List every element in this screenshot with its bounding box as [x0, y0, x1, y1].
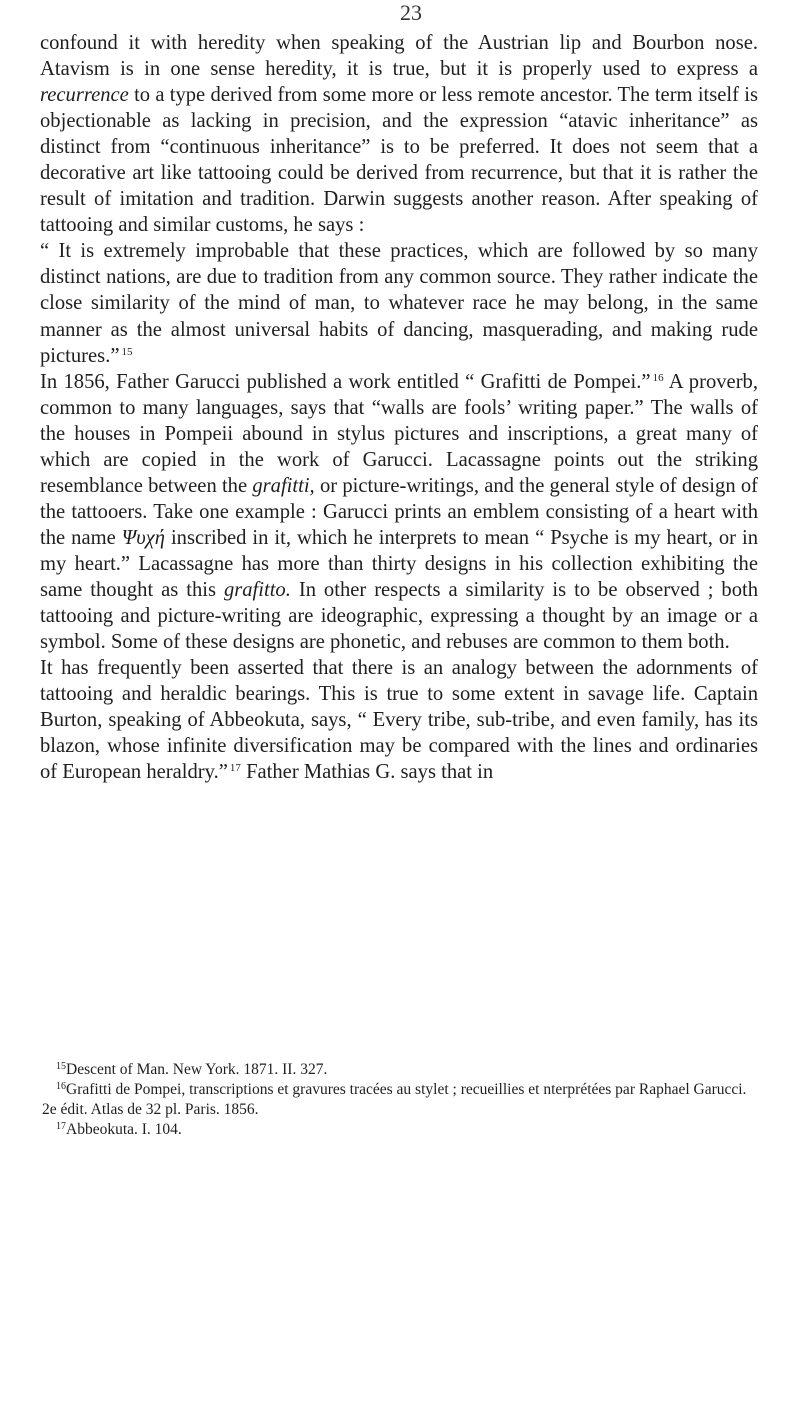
body-text: [40, 30, 758, 785]
text-segment: In 1856, Father Garucci published a work entitled “ Grafitti de Pompei.”: [40, 370, 651, 393]
text-segment: A proverb, common to many languages, says that “walls are fools’ writing paper.” The walls of the houses in Pompeii abound in stylus pictures and inscriptions, a great many of which are copied in the work of Garucci. Lacassagne points out the striking resemblance between the: [40, 370, 759, 497]
text-segment: Father Mathias G. says that in: [240, 761, 494, 784]
text-segment: “ It is extremely improbable that these practices, which are followed by so many distinct nations, are due to tradition from any common source. They rather indicate the close similarity of the mind of man, to whatever race he may belong, in the same manner as the almost universal habits of dancing, masquerading, and making rude pictures.”: [40, 240, 758, 367]
footnote-number: 17: [56, 1121, 66, 1132]
footnote-ref: 17: [229, 762, 241, 775]
text-segment: In other respects a similarity is to be observed ; both tattooing and picture-writing are ideographic, expressing a thought by an image or a symbol. Some of these designs are phonetic, and rebuses are common to them both.: [40, 578, 759, 654]
footnote: [42, 1080, 758, 1120]
footnote-ref: 15: [121, 345, 133, 358]
paragraph: [40, 369, 758, 656]
paragraph: [40, 238, 758, 368]
footnote-number: 16: [56, 1081, 66, 1092]
text-segment: to a type derived from some more or less remote ancestor. The term itself is objectionable as lacking in precision, and the expression “atavic inheritance” as distinct from “continuous inheritance” is to be preferred. It does not seem that a decorative art like tattooing could be derived from recurrence, but that it is rather the result of imitation and tradition. Darwin suggests another reason. After speaking of tattooing and similar customs, he says :: [40, 84, 758, 237]
italic-text: grafitto.: [223, 578, 291, 601]
text-segment: inscribed in it, which he interprets to mean “ Psyche is my heart, or in my heart.” Lacassagne has more than thirty designs in his collection exhibiting the same thought as this: [40, 526, 758, 601]
paragraph: [40, 655, 758, 785]
paragraph: [40, 30, 758, 238]
text-segment: It has frequently been asserted that there is an analogy between the adornments of tattooing and heraldic bearings. This is true to some extent in savage life. Captain Burton, speaking of Abbeokuta, says, “ Every tribe, sub-tribe, and even family, has its blazon, whose infinite diversification may be compared with the lines and ordinaries of European heraldry.”: [40, 657, 758, 784]
footnote-number: 15: [56, 1061, 66, 1072]
italic-text: recurrence: [40, 84, 129, 107]
text-segment: confound it with heredity when speaking of the Austrian lip and Bourbon nose. Atavism is in one sense heredity, it is true, but it is properly used to express a: [40, 32, 758, 81]
footnote-ref: 16: [652, 371, 664, 384]
footnote-text: Grafitti de Pompei, transcriptions et gravures tracées au stylet ; recueillies et nterprétées par Raphael Garucci. 2e édit. Atlas de 32 pl. Paris. 1856.: [42, 1081, 747, 1118]
italic-text: Ψυχή: [121, 526, 165, 549]
footnote: [42, 1060, 758, 1080]
footnote-text: Descent of Man. New York. 1871. II. 327.: [66, 1061, 328, 1078]
footnotes: [42, 1060, 758, 1140]
footnote-text: Abbeokuta. I. 104.: [66, 1121, 182, 1138]
page-number: 23: [400, 0, 422, 25]
text-segment: or picture-writings, and the general style of design of the tattooers. Take one example : Garucci prints an emblem consisting of a heart with the name: [40, 474, 758, 549]
italic-text: grafitti,: [252, 474, 315, 497]
footnote: [42, 1120, 758, 1140]
